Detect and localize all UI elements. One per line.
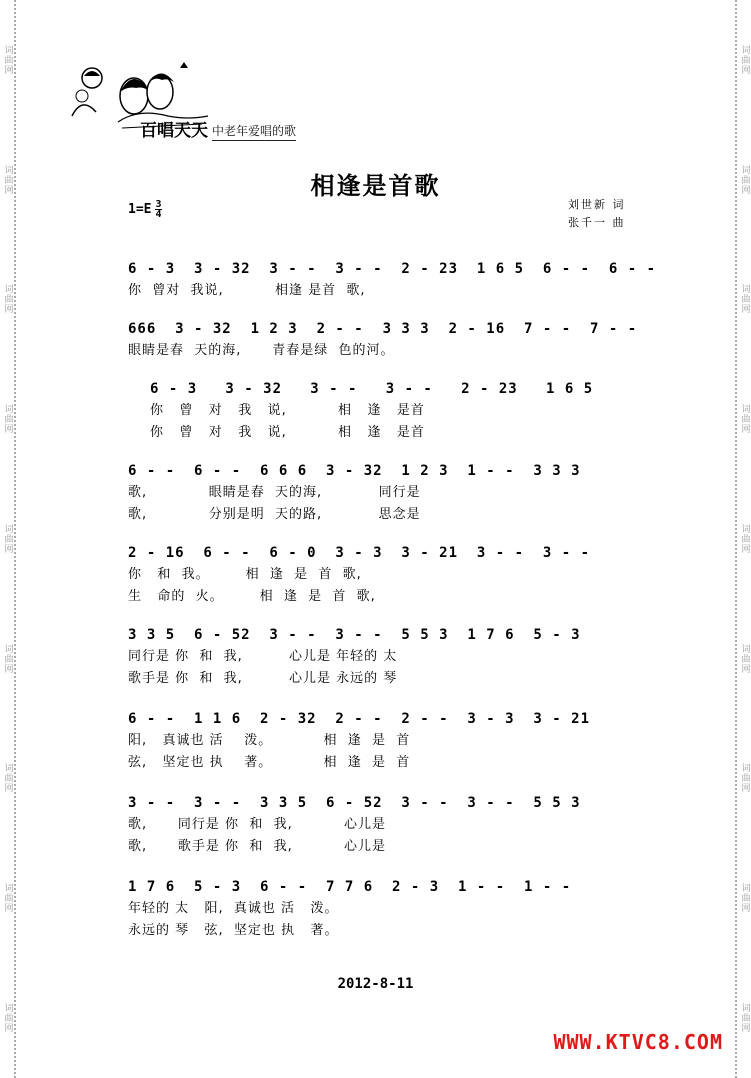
notes-line: 2 - 16 6 - - 6 - 0 3 - 3 3 - 21 3 - - 3 - - <box>128 545 591 561</box>
lyric-line: 眼睛是春 天的海, 青春是绿 色的河。 <box>128 343 395 358</box>
time-signature <box>155 200 161 219</box>
logo-subtitle: 中老年爱唱的歌 <box>212 122 296 141</box>
time-top: 3 <box>155 199 162 210</box>
watermark-text: 词曲网 <box>739 44 750 75</box>
watermark-text: 词曲网 <box>2 883 13 914</box>
lyric-line: 年轻的 太 阳, 真诚也 活 泼。 <box>128 901 339 916</box>
notes-line: 6 - 3 3 - 32 3 - - 3 - - 2 - 23 1 6 5 6 - - 6 - - <box>128 261 657 277</box>
lyric-line: 同行是 你 和 我, 心儿是 年轻的 太 <box>128 649 398 664</box>
key-signature <box>128 200 162 219</box>
score-system <box>128 318 638 362</box>
score-system <box>150 378 660 444</box>
site-watermark: WWW.KTVC8.COM <box>553 1030 723 1054</box>
left-watermark-strip <box>0 0 16 1078</box>
song-title: 相逢是首歌 <box>310 172 441 200</box>
right-watermark-strip <box>735 0 751 1078</box>
composer-credit: 张千一 曲 <box>568 216 626 229</box>
notes-line: 3 3 5 6 - 52 3 - - 3 - - 5 5 3 1 7 6 5 - 3 <box>128 627 581 643</box>
score-system <box>128 542 638 608</box>
lyric-line: 歌, 同行是 你 和 我, 心儿是 <box>128 817 387 832</box>
lyric-line: 你 和 我。 相 逢 是 首 歌, <box>128 567 362 582</box>
score-system <box>128 624 638 690</box>
watermark-text: 词曲网 <box>739 1003 750 1033</box>
notes-line: 6 - - 1 1 6 2 - 32 2 - - 2 - - 3 - 3 3 - 21 <box>128 711 591 727</box>
watermark-text: 词曲网 <box>739 763 750 794</box>
lyric-line: 你 曾对 我说, 相逢 是首 歌, <box>128 283 366 298</box>
notes-line: 6 - 3 3 - 32 3 - - 3 - - 2 - 23 1 6 5 <box>150 381 594 397</box>
score-system <box>128 876 638 942</box>
date-stamp: 2012-8-11 <box>337 976 414 992</box>
watermark-text: 词曲网 <box>2 763 13 794</box>
watermark-text: 词曲网 <box>2 523 13 554</box>
notes-line: 666 3 - 32 1 2 3 2 - - 3 3 3 2 - 16 7 - - 7 - - <box>128 321 638 337</box>
lyric-line: 你 曾 对 我 说, 相 逢 是首 <box>150 403 425 418</box>
watermark-text: 词曲网 <box>2 284 13 315</box>
lyric-line: 永远的 琴 弦, 坚定也 执 著。 <box>128 923 339 938</box>
lyric-line: 歌, 眼睛是春 天的海, 同行是 <box>128 485 421 500</box>
score-system <box>128 460 638 526</box>
lyric-line: 歌手是 你 和 我, 心儿是 永远的 琴 <box>128 671 398 686</box>
key-tonic: 1=E <box>128 202 152 217</box>
time-bottom: 4 <box>155 209 162 220</box>
notes-line: 1 7 6 5 - 3 6 - - 7 7 6 2 - 3 1 - - 1 - - <box>128 879 572 895</box>
notes-line: 3 - - 3 - - 3 3 5 6 - 52 3 - - 3 - - 5 5 3 <box>128 795 581 811</box>
score-system <box>128 708 638 774</box>
watermark-text: 词曲网 <box>2 643 13 674</box>
watermark-text: 词曲网 <box>739 643 750 674</box>
score-system <box>128 258 657 302</box>
logo-banner: 百唱天天 <box>140 121 208 141</box>
watermark-text: 词曲网 <box>739 284 750 315</box>
notes-line: 6 - - 6 - - 6 6 6 3 - 32 1 2 3 1 - - 3 3 3 <box>128 463 581 479</box>
watermark-text: 词曲网 <box>2 1003 13 1033</box>
lyric-line: 阳, 真诚也 活 泼。 相 逢 是 首 <box>128 733 411 748</box>
credits <box>568 196 626 232</box>
watermark-text: 词曲网 <box>2 164 13 195</box>
watermark-text: 词曲网 <box>739 164 750 195</box>
songbook-logo <box>62 56 332 146</box>
lyric-line: 弦, 坚定也 执 著。 相 逢 是 首 <box>128 755 411 770</box>
lyric-line: 歌, 歌手是 你 和 我, 心儿是 <box>128 839 387 854</box>
watermark-text: 词曲网 <box>2 44 13 75</box>
watermark-text: 词曲网 <box>739 523 750 554</box>
watermark-text: 词曲网 <box>739 404 750 435</box>
watermark-text: 词曲网 <box>739 883 750 914</box>
lyric-line: 歌, 分别是明 天的路, 思念是 <box>128 507 421 522</box>
lyricist-credit: 刘世新 词 <box>568 198 626 211</box>
watermark-text: 词曲网 <box>2 404 13 435</box>
score-system <box>128 792 638 858</box>
lyric-line: 你 曾 对 我 说, 相 逢 是首 <box>150 425 425 440</box>
lyric-line: 生 命的 火。 相 逢 是 首 歌, <box>128 589 376 604</box>
